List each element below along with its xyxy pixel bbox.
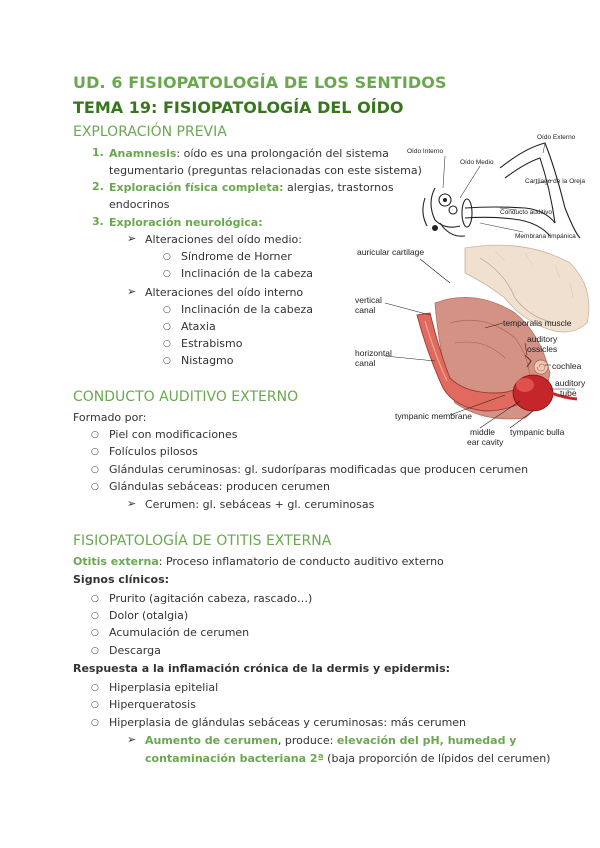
figure-label: [355, 295, 382, 315]
term: contaminación bacteriana 2ª: [145, 752, 324, 765]
term: Otitis externa: [73, 555, 159, 568]
list-item: Folículos pilosos: [109, 445, 198, 458]
document-subtitle: TEMA 19: FISIOPATOLOGÍA DEL OÍDO: [73, 98, 404, 117]
list-item: Acumulación de cerumen: [109, 626, 250, 639]
figure-label: Oído Interno: [407, 148, 444, 155]
figure-label: tympanic membrane: [395, 411, 473, 421]
ear-anatomy-diagram: [405, 128, 595, 244]
section-heading-exploracion: EXPLORACIÓN PREVIA: [73, 124, 227, 140]
list-item: Hiperplasia epitelial: [109, 681, 219, 694]
list-item: Piel con modificaciones: [109, 428, 238, 441]
list-item: Inclinación de la cabeza: [181, 303, 313, 316]
circle-bullet-icon: ○: [91, 628, 99, 638]
term: Exploración neurológica:: [109, 216, 263, 229]
label-part: ossicles: [527, 344, 558, 354]
list-number: 3.: [92, 215, 104, 228]
circle-bullet-icon: ○: [163, 252, 171, 262]
list-item: Dolor (otalgia): [109, 609, 189, 622]
term: Aumento de cerumen: [145, 734, 278, 747]
figure-label: Oído Externo: [537, 134, 576, 141]
sub-text: , produce:: [277, 734, 337, 747]
label-part: ear cavity: [467, 437, 504, 447]
list-item: Glándulas ceruminosas: gl. sudoríparas modificadas que producen cerumen: [109, 463, 529, 476]
figure-label: Cartílago de la Oreja: [525, 178, 585, 185]
list-item: Ataxia: [181, 320, 216, 333]
list-item: Síndrome de Horner: [181, 250, 292, 263]
list-item: Glándulas sebáceas: producen cerumen: [109, 480, 330, 493]
list-item-continuation: endocrinos: [109, 198, 170, 211]
list-item-exploracion-fisica: [109, 180, 394, 195]
arrow-bullet-icon: ➢: [127, 733, 137, 746]
circle-bullet-icon: ○: [163, 356, 171, 366]
label-part: auditory: [555, 378, 586, 388]
label-part: canal: [355, 358, 376, 368]
label-part: tube: [560, 388, 577, 398]
list-item: Estrabismo: [181, 337, 243, 350]
term: elevación del pH, humedad y: [336, 734, 517, 747]
section-heading-otitis: FISIOPATOLOGÍA DE OTITIS EXTERNA: [73, 533, 332, 549]
list-item: Nistagmo: [181, 354, 234, 367]
list-item-anamnesis: [109, 146, 389, 161]
arrow-bullet-icon: ➢: [127, 497, 137, 510]
figure-label: [467, 427, 504, 447]
item-text: alergias, trastornos: [283, 181, 394, 194]
circle-bullet-icon: ○: [91, 482, 99, 492]
figure-label: auricular cartilage: [357, 247, 425, 257]
section-heading-conducto: CONDUCTO AUDITIVO EXTERNO: [73, 389, 299, 405]
sub-item-continuation: [145, 751, 550, 766]
circle-bullet-icon: ○: [91, 718, 99, 728]
label-part: auditory: [527, 334, 558, 344]
chronic-heading: Respuesta a la inflamación crónica de la dermis y epidermis:: [73, 662, 451, 675]
sub-item-oido-interno: Alteraciones del oído interno: [145, 286, 304, 299]
circle-bullet-icon: ○: [91, 700, 99, 710]
sub-text: (baja proporción de lípidos del cerumen): [323, 752, 551, 765]
figure-label: Oído Medio: [460, 159, 494, 166]
figure-label: tympanic bulla: [510, 427, 565, 437]
label-part: vertical: [355, 295, 382, 305]
term: Exploración física completa:: [109, 181, 284, 194]
list-number: 1.: [92, 146, 104, 159]
list-number: 2.: [92, 180, 104, 193]
list-item-exploracion-neurologica: [109, 215, 263, 230]
sub-item-aumento-cerumen: [145, 733, 516, 748]
list-item: Inclinación de la cabeza: [181, 267, 313, 280]
intro-text: Formado por:: [73, 411, 147, 424]
list-item: Hiperplasia de glándulas sebáceas y ceruminosas: más cerumen: [109, 716, 467, 729]
list-item: Descarga: [109, 644, 161, 657]
circle-bullet-icon: ○: [91, 646, 99, 656]
circle-bullet-icon: ○: [91, 465, 99, 475]
label-part: canal: [355, 305, 376, 315]
figure-label: [527, 334, 558, 354]
circle-bullet-icon: ○: [91, 430, 99, 440]
circle-bullet-icon: ○: [91, 611, 99, 621]
definition-text: : Proceso inflamatorio de conducto auditivo externo: [158, 555, 444, 568]
sub-item-oido-medio: Alteraciones del oído medio:: [145, 233, 302, 246]
figure-label: cochlea: [552, 361, 582, 371]
arrow-bullet-icon: ➢: [127, 232, 137, 245]
list-item: Prurito (agitación cabeza, rascado…): [109, 592, 313, 605]
list-item-continuation: tegumentario (preguntas relacionadas con este sistema): [109, 164, 422, 177]
ear-canal-illustration: [355, 243, 595, 453]
figure-label: [555, 378, 586, 398]
circle-bullet-icon: ○: [163, 322, 171, 332]
label-part: middle: [470, 427, 496, 437]
label-part: horizontal: [355, 348, 392, 358]
term: Anamnesis: [109, 147, 177, 160]
circle-bullet-icon: ○: [91, 447, 99, 457]
figure-label: temporalis muscle: [503, 318, 572, 328]
list-item: Hiperqueratosis: [109, 698, 196, 711]
figure-label: Conducto auditivo: [500, 209, 553, 216]
figure-label: [355, 348, 392, 368]
circle-bullet-icon: ○: [163, 339, 171, 349]
definition-otitis: [73, 554, 444, 569]
circle-bullet-icon: ○: [163, 269, 171, 279]
circle-bullet-icon: ○: [91, 683, 99, 693]
document-title: UD. 6 FISIOPATOLOGÍA DE LOS SENTIDOS: [73, 73, 447, 92]
circle-bullet-icon: ○: [163, 305, 171, 315]
circle-bullet-icon: ○: [91, 594, 99, 604]
figure-label: Membrana timpánica: [515, 233, 576, 240]
sub-item-cerumen: Cerumen: gl. sebáceas + gl. ceruminosas: [145, 498, 375, 511]
arrow-bullet-icon: ➢: [127, 285, 137, 298]
signs-heading: Signos clínicos:: [73, 573, 170, 586]
item-text: : oído es una prolongación del sistema: [176, 147, 389, 160]
